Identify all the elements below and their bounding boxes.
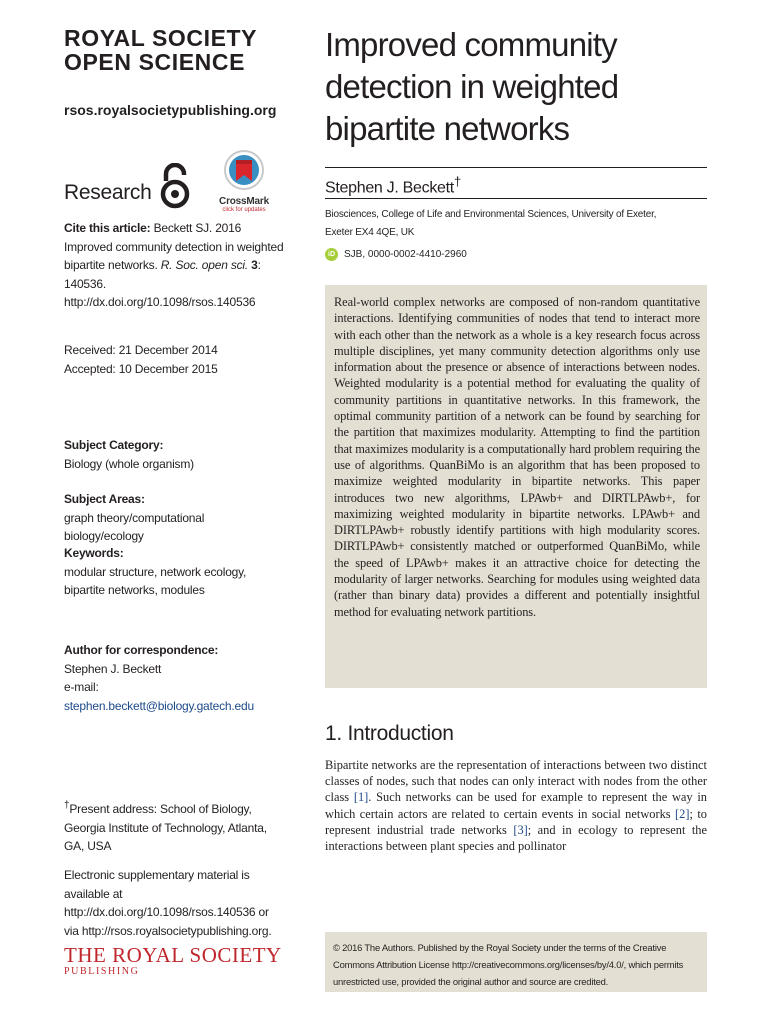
crossmark-sub: click for updates	[222, 207, 266, 213]
author-rule	[325, 198, 707, 199]
subject-areas	[64, 490, 284, 546]
citation-block	[64, 219, 284, 312]
journal-site-link[interactable]: rsos.royalsocietypublishing.org	[64, 102, 277, 118]
author	[325, 174, 461, 197]
cite-pages: : 140536.	[64, 258, 261, 291]
intro-text-4: ; and in ecology to represent the interactions between plant species and pollinator	[325, 822, 707, 854]
cite-volume: 3	[248, 258, 258, 272]
subject-category-label: Subject Category:	[64, 438, 164, 452]
cite-doi-link[interactable]: http://dx.doi.org/10.1098/rsos.140536	[64, 295, 256, 309]
subject-areas-label: Subject Areas:	[64, 492, 145, 506]
keywords-label: Keywords:	[64, 546, 124, 560]
crossmark-icon	[224, 150, 264, 190]
article-type: Research	[64, 181, 152, 204]
affiliation	[325, 206, 705, 242]
cite-journal: R. Soc. open sci.	[160, 258, 249, 272]
keywords	[64, 544, 284, 600]
intro-text-1: Bipartite networks are the representation of interactions between two distinct classes of nodes, such that nodes can only interact with nodes from the other class	[325, 758, 707, 805]
keywords-line2: bipartite networks, modules	[64, 583, 205, 597]
crossmark-badge[interactable]	[216, 150, 272, 216]
orcid-text: SJB, 0000-0002-4410-2960	[344, 249, 467, 260]
correspondence-label: Author for correspondence:	[64, 643, 219, 657]
correspondence	[64, 641, 284, 715]
title-rule	[325, 167, 707, 168]
subject-category-value: Biology (whole organism)	[64, 456, 194, 471]
reference-link-1[interactable]: [1]	[353, 790, 369, 805]
orcid[interactable]	[325, 248, 467, 261]
dates-block	[64, 341, 284, 378]
affiliation-line1: Biosciences, College of Life and Environmental Sciences, University of Exeter,	[325, 209, 657, 220]
email-link[interactable]: stephen.beckett@biology.gatech.edu	[64, 698, 254, 713]
license-box: © 2016 The Authors. Published by the Royal Society under the terms of the Creative Commons Attribution License http://creativecommons.org/licenses/by/4.0/, which permits unrestricted use, provided the original author and source are credited.	[325, 932, 707, 992]
section-heading-introduction: 1. Introduction	[325, 722, 454, 745]
intro-text-3: ; to represent industrial trade networks	[325, 806, 708, 837]
crossmark-label: CrossMark	[219, 196, 269, 207]
orcid-icon: iD	[325, 248, 338, 261]
supplementary-material: Electronic supplementary material is available at http://dx.doi.org/10.1098/rsos.140536 or via http://rsos.royalsocietypublishing.org.	[64, 868, 272, 938]
article-title: Improved community detection in weighted bipartite networks	[325, 26, 619, 147]
dagger-mark: †	[64, 800, 70, 811]
reference-link-3[interactable]: [3]	[513, 822, 528, 837]
reference-link-2[interactable]: [2]	[675, 806, 690, 821]
journal-name-line1: ROYAL SOCIETY	[64, 25, 258, 51]
subject-areas-value: graph theory/computational biology/ecology	[64, 510, 205, 543]
publisher-logo	[64, 944, 282, 977]
author-dagger: †	[453, 174, 462, 189]
cite-label: Cite this article:	[64, 221, 151, 235]
received-date: Received: 21 December 2014	[64, 343, 218, 357]
correspondence-name: Stephen J. Beckett	[64, 661, 162, 676]
subject-category	[64, 436, 284, 473]
present-address-text: Present address: School of Biology, Georgia Institute of Technology, Atlanta, GA, USA	[64, 802, 267, 853]
publisher-name: THE ROYAL SOCIETY	[64, 943, 282, 967]
journal-name-line2: OPEN SCIENCE	[64, 49, 246, 75]
affiliation-line2: Exeter EX4 4QE, UK	[325, 227, 415, 238]
abstract-text: Real-world complex networks are composed of non-random quantitative interactions. Identifying communities of nodes that tend to interact more with each other than the network as a whole is a key research focus across multiple disciplines, yet many community detection algorithms only use information about the presence or absence of interactions between nodes. Weighted modularity is a potential method for evaluating the quality of community partitions in quantitative networks. In this framework, the optimal community partition of a network can be found by searching for the partition that maximizes modularity. Attempting to find the partition that maximizes modularity is a computationally hard problem requiring the use of algorithms. QuanBiMo is an algorithm that has been proposed to maximize weighted modularity in bipartite networks. This paper introduces two new algorithms, LPAwb+ and DIRTLPAwb+, for maximizing weighted modularity in bipartite networks. LPAwb+ and DIRTLPAwb+ robustly identify partitions with high modularity scores. DIRTLPAwb+ consistently matched or outperformed QuanBiMo, while the speed of LPAwb+ makes it an attractive choice for detecting the modularity of larger networks. Searching for modules using weighted data (rather than binary data) provides a different and potentially insightful method for evaluating network partitions.	[334, 295, 700, 619]
publisher-sub: PUBLISHING	[64, 966, 140, 977]
open-access-icon	[158, 163, 192, 209]
cite-text: Beckett SJ. 2016 Improved community detection in weighted bipartite networks.	[64, 221, 284, 272]
present-address	[64, 797, 284, 856]
abstract-box	[325, 285, 707, 688]
journal-logo	[64, 26, 257, 74]
email-label: e-mail:	[64, 680, 99, 694]
introduction-paragraph	[325, 757, 707, 854]
accepted-date: Accepted: 10 December 2015	[64, 361, 218, 376]
intro-text-2: . Such networks can be used for example to represent the way in which certain actors are related to certain events in social networks	[325, 790, 707, 821]
keywords-line1: modular structure, network ecology,	[64, 564, 247, 579]
author-name: Stephen J. Beckett	[325, 179, 454, 197]
